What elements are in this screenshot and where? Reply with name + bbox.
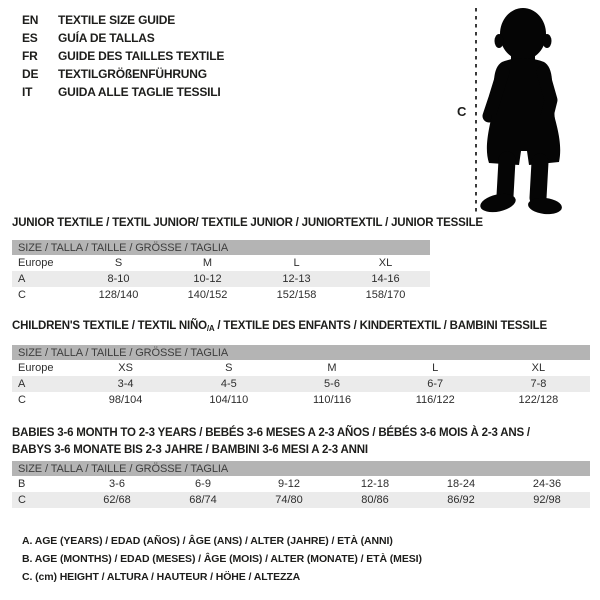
size-cell: 6-7 bbox=[427, 378, 444, 390]
language-row bbox=[22, 11, 224, 29]
size-cell: 18-24 bbox=[446, 478, 476, 490]
heading-line-2: BABYS 3-6 MONATE BIS 2-3 JAHRE / BAMBINI 3-6 MESI A 2-3 ANNI bbox=[12, 444, 368, 456]
size-cell: 74/80 bbox=[275, 494, 303, 506]
table-row bbox=[12, 476, 590, 492]
legend-notes bbox=[22, 535, 422, 589]
table-row bbox=[12, 376, 590, 392]
language-title: GUIDE DES TAILLES TEXTILE bbox=[58, 49, 225, 63]
size-cell: 12-13 bbox=[282, 273, 311, 285]
baby-silhouette-shape bbox=[479, 8, 563, 216]
size-cell: M bbox=[327, 362, 337, 374]
table-row bbox=[12, 360, 590, 376]
size-table-junior bbox=[12, 240, 430, 303]
table-row bbox=[12, 255, 430, 271]
language-row bbox=[22, 83, 224, 101]
heading-subscript: /A bbox=[206, 324, 215, 333]
language-title-list bbox=[22, 11, 224, 101]
language-row bbox=[22, 47, 224, 65]
size-cell: 7-8 bbox=[530, 378, 547, 390]
size-cell: 6-9 bbox=[195, 478, 211, 490]
legend-note-a: A. AGE (YEARS) / EDAD (AÑOS) / ÂGE (ANS) / ALTER (JAHRE) / ETÀ (ANNI) bbox=[22, 535, 393, 547]
height-measure-figure bbox=[445, 0, 600, 220]
size-cell: 3-6 bbox=[109, 478, 125, 490]
legend-note-b: B. AGE (MONTHS) / EDAD (MESES) / ÂGE (MOIS) / ALTER (MONATE) / ETÀ (MESI) bbox=[22, 553, 422, 565]
table-body bbox=[12, 255, 430, 303]
size-cell: M bbox=[202, 257, 213, 269]
table-size-header: SIZE / TALLA / TAILLE / GRÖSSE / TAGLIA bbox=[12, 240, 430, 255]
size-table-children bbox=[12, 345, 590, 408]
size-cell: 8-10 bbox=[107, 273, 130, 285]
size-cell: 110/116 bbox=[312, 394, 352, 406]
language-row bbox=[22, 29, 224, 47]
language-code: IT bbox=[22, 85, 33, 99]
language-title: TEXTILE SIZE GUIDE bbox=[58, 13, 176, 27]
baby-silhouette-icon bbox=[445, 0, 600, 220]
section-heading-babies bbox=[12, 425, 530, 459]
row-label: B bbox=[18, 478, 26, 490]
size-cell: 128/140 bbox=[98, 289, 139, 301]
table-size-header: SIZE / TALLA / TAILLE / GRÖSSE / TAGLIA bbox=[12, 461, 590, 476]
size-cell: 80/86 bbox=[361, 494, 389, 506]
language-row bbox=[22, 65, 224, 83]
size-cell: L bbox=[293, 257, 300, 269]
heading-text: CHILDREN'S TEXTILE / TEXTIL NIÑO bbox=[12, 320, 207, 332]
language-code: ES bbox=[22, 31, 38, 45]
table-row bbox=[12, 287, 430, 303]
heading-line-1: BABIES 3-6 MONTH TO 2-3 YEARS / BEBÉS 3-6 MESES A 2-3 AÑOS / BÉBÉS 3-6 MOIS À 2-3 ANS / bbox=[12, 427, 530, 439]
row-label: Europe bbox=[18, 257, 54, 269]
size-cell: 62/68 bbox=[103, 494, 131, 506]
heading-text: / TEXTILE DES ENFANTS / KINDERTEXTIL / BAMBINI TESSILE bbox=[214, 320, 547, 332]
size-cell: XS bbox=[118, 362, 133, 374]
section-heading-children bbox=[12, 319, 547, 336]
size-cell: 104/110 bbox=[209, 394, 249, 406]
size-cell: 98/104 bbox=[108, 394, 143, 406]
size-cell: 92/98 bbox=[533, 494, 561, 506]
size-cell: 10-12 bbox=[193, 273, 222, 285]
size-cell: 122/128 bbox=[518, 394, 559, 406]
language-title: GUIDA ALLE TAGLIE TESSILI bbox=[58, 85, 221, 99]
size-cell: 140/152 bbox=[187, 289, 228, 301]
size-cell: L bbox=[432, 362, 439, 374]
height-measure-label: C bbox=[457, 104, 467, 119]
size-cell: 9-12 bbox=[277, 478, 301, 490]
row-label: A bbox=[18, 273, 26, 285]
legend-note-c: C. (cm) HEIGHT / ALTURA / HAUTEUR / HÖHE / ALTEZZA bbox=[22, 571, 301, 583]
table-row bbox=[12, 492, 590, 508]
size-cell: 3-4 bbox=[117, 378, 134, 390]
size-cell: 86/92 bbox=[447, 494, 475, 506]
size-table-babies bbox=[12, 461, 590, 508]
size-cell: XL bbox=[531, 362, 546, 374]
size-cell: 116/122 bbox=[415, 394, 455, 406]
row-label: C bbox=[18, 394, 26, 406]
table-size-header: SIZE / TALLA / TAILLE / GRÖSSE / TAGLIA bbox=[12, 345, 590, 360]
size-cell: XL bbox=[378, 257, 393, 269]
size-cell: 12-18 bbox=[360, 478, 390, 490]
row-label: C bbox=[18, 494, 26, 506]
table-row bbox=[12, 392, 590, 408]
table-body bbox=[12, 476, 590, 508]
language-code: DE bbox=[22, 67, 39, 81]
language-code: EN bbox=[22, 13, 39, 27]
row-label: C bbox=[18, 289, 26, 301]
size-cell: S bbox=[225, 362, 233, 374]
size-cell: 14-16 bbox=[371, 273, 400, 285]
row-label: Europe bbox=[18, 362, 54, 374]
size-cell: 158/170 bbox=[365, 289, 406, 301]
language-title: GUÍA DE TALLAS bbox=[58, 31, 155, 45]
size-cell: 152/158 bbox=[276, 289, 317, 301]
table-row bbox=[12, 271, 430, 287]
size-cell: 5-6 bbox=[324, 378, 340, 390]
language-code: FR bbox=[22, 49, 38, 63]
row-label: A bbox=[18, 378, 26, 390]
size-cell: S bbox=[114, 257, 123, 269]
size-cell: 68/74 bbox=[189, 494, 217, 506]
section-heading-junior: JUNIOR TEXTILE / TEXTIL JUNIOR/ TEXTILE JUNIOR / JUNIORTEXTIL / JUNIOR TESSILE bbox=[12, 217, 483, 229]
language-title: TEXTILGRÖßENFÜHRUNG bbox=[58, 67, 207, 81]
table-body bbox=[12, 360, 590, 408]
size-cell: 24-36 bbox=[532, 478, 562, 490]
size-cell: 4-5 bbox=[220, 378, 237, 390]
